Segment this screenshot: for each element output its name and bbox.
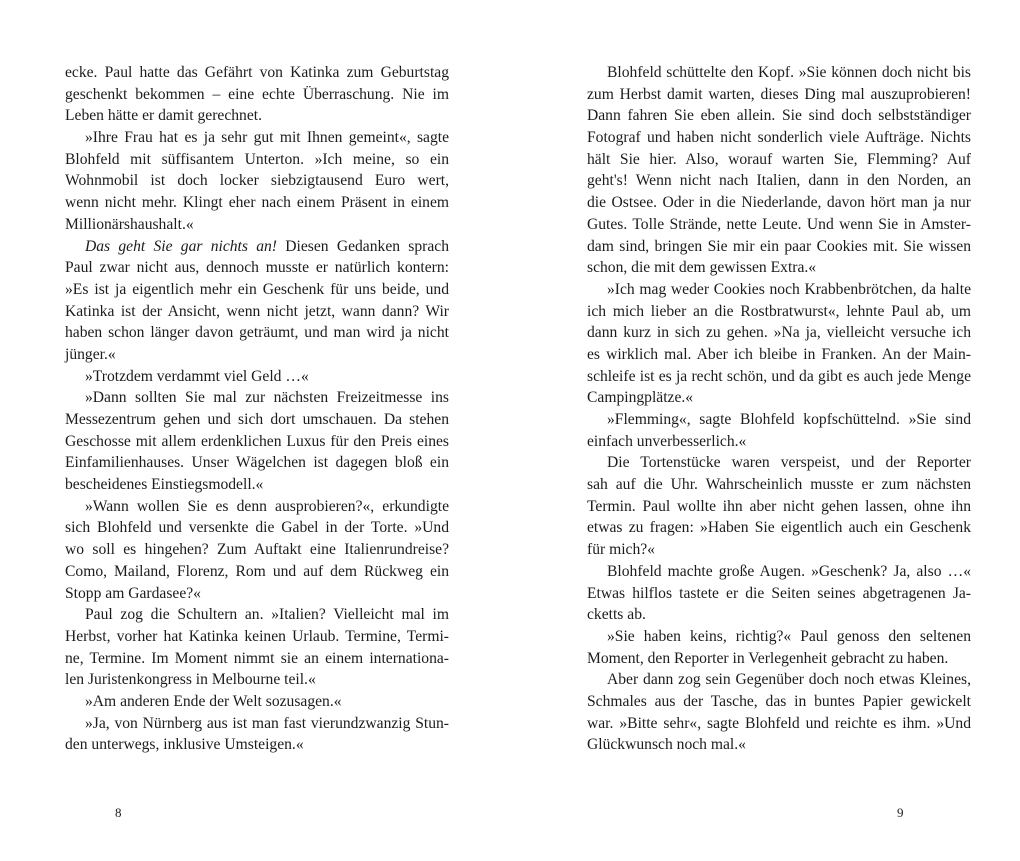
text-line: schleife ist es ja recht schön, und da gibt es auch jede Menge bbox=[587, 367, 971, 385]
page-number-left: 8 bbox=[115, 805, 122, 820]
italic-phrase: Das geht Sie gar nichts an! bbox=[85, 237, 278, 255]
text-line: den unterwegs, inklusive Umsteigen.« bbox=[65, 736, 304, 754]
text-line: ne, Termine. Im Moment nimmt sie an einem internationa- bbox=[65, 649, 449, 667]
text-line: sich Blohfeld und versenkte die Gabel in der Torte. »Und bbox=[65, 519, 449, 537]
text-line: wo soll es hingehen? Zum Auftakt eine Italienrundreise? bbox=[65, 541, 449, 559]
text-line: Einfamilienhauses. Unser Wägelchen ist dagegen bloß ein bbox=[65, 454, 449, 472]
text-line: »Es ist ja eigentlich mehr ein Geschenk für uns beide, und bbox=[65, 280, 449, 298]
text-line: »Ich mag weder Cookies noch Krabbenbrötchen, da halte bbox=[607, 280, 971, 298]
text-line: Millionärshaushalt.« bbox=[65, 215, 194, 233]
text-line: Blohfeld schüttelte den Kopf. »Sie können doch nicht bis bbox=[607, 64, 971, 81]
text-line: »Sie haben keins, richtig?« Paul genoss den seltenen bbox=[607, 627, 971, 645]
text-line: »Flemming«, sagte Blohfeld kopfschüttelnd. »Sie sind bbox=[607, 411, 971, 428]
text-line: ich mich lieber an die Rostbratwurst«, lehnte Paul ab, um bbox=[587, 302, 971, 320]
text-line: Die Tortenstücke waren verspeist, und der Reporter bbox=[607, 454, 971, 472]
text-line: zum Herbst damit warten, dieses Ding mal auszuprobieren! bbox=[587, 85, 971, 103]
text-line: »Trotzdem verdammt viel Geld …« bbox=[85, 367, 309, 385]
text-line: Glückwunsch noch mal.« bbox=[587, 736, 746, 754]
text-line: »Ihre Frau hat es ja sehr gut mit Ihnen gemeint«, sagte bbox=[85, 129, 449, 147]
text-line: Schmales aus der Tasche, das in buntes Papier gewickelt bbox=[587, 692, 971, 710]
text-line: Etwas hilflos tastete er die Seiten seines abgetragenen Ja- bbox=[587, 584, 971, 602]
text-line: einfach unverbesserlich.« bbox=[587, 432, 747, 450]
text-line: geschenkt bekommen – eine echte Überraschung. Nie im bbox=[65, 85, 449, 103]
text-line: Gutes. Tolle Strände, nette Leute. Und wenn Sie in Amster- bbox=[587, 215, 971, 233]
line-text: Diesen Gedanken sprach bbox=[277, 237, 449, 255]
text-line: ecke. Paul hatte das Gefährt von Katinka zum Geburtstag bbox=[65, 64, 449, 81]
text-line: jünger.« bbox=[65, 345, 116, 363]
text-line: haben schon länger davon geträumt, und man wird ja nicht bbox=[65, 324, 449, 342]
text-line: etwas zu fragen: »Haben Sie eigentlich auch ein Geschenk bbox=[587, 519, 971, 537]
text-line: »Am anderen Ende der Welt sozusagen.« bbox=[85, 692, 342, 710]
text-line: Campingplätze.« bbox=[587, 389, 694, 407]
text-line: Paul zwar nicht aus, dennoch musste er natürlich kontern: bbox=[65, 259, 449, 277]
right-page bbox=[587, 62, 971, 756]
text-line: wenn nicht mehr. Klingt eher nach einem Präsent in einem bbox=[65, 194, 449, 212]
page-number-right: 9 bbox=[897, 805, 904, 820]
text-line: Blohfeld machte große Augen. »Geschenk? Ja, also …« bbox=[607, 562, 971, 580]
text-line: len Juristenkongress in Melbourne teil.« bbox=[65, 671, 316, 689]
text-line: die Ostsee. Oder in die Niederlande, davon hört man ja nur bbox=[587, 194, 971, 212]
text-line: dann kurz in sich zu gehen. »Na ja, vielleicht versuche ich bbox=[587, 324, 971, 342]
text-line: Geschosse mit allem erdenklichen Luxus für den Preis eines bbox=[65, 432, 449, 450]
text-line: Moment, den Reporter in Verlegenheit gebracht zu haben. bbox=[587, 649, 949, 667]
text-line: hält Sie hier. Also, worauf warten Sie, Flemming? Auf bbox=[587, 150, 971, 168]
left-page bbox=[65, 62, 449, 756]
text-line: Stopp am Gardasee?« bbox=[65, 584, 201, 602]
text-line: Como, Mailand, Florenz, Rom und auf dem Rückweg ein bbox=[65, 562, 449, 580]
text-line: Wohnmobil ist doch locker siebzigtausend Euro wert, bbox=[65, 172, 449, 190]
text-line: cketts ab. bbox=[587, 606, 646, 624]
text-line: Katinka ist der Ansicht, wenn nicht jetzt, wann dann? Wir bbox=[65, 302, 449, 320]
text-line: Aber dann zog sein Gegenüber doch noch etwas Kleines, bbox=[607, 671, 971, 689]
text-line: für mich?« bbox=[587, 541, 655, 559]
text-line: »Ja, von Nürnberg aus ist man fast vierundzwanzig Stun- bbox=[85, 714, 449, 732]
text-line: schon, die mit dem gewissen Extra.« bbox=[587, 259, 817, 277]
text-line: Fotograf und haben nicht sonderlich viele Aufträge. Nichts bbox=[587, 129, 971, 147]
text-line: dam sind, bringen Sie mir ein paar Cookies mit. Sie wissen bbox=[587, 237, 971, 255]
text-line: es wirklich mal. Aber ich bleibe in Franken. An der Main- bbox=[587, 345, 971, 363]
text-line bbox=[65, 236, 449, 258]
text-line: Leben hätte er damit gerechnet. bbox=[65, 107, 262, 125]
text-line: Herbst, vorher hat Katinka keinen Urlaub. Termine, Termi- bbox=[65, 627, 449, 645]
text-line: Paul zog die Schultern an. »Italien? Vielleicht mal im bbox=[85, 606, 449, 624]
text-line: war. »Bitte sehr«, sagte Blohfeld und reichte es ihm. »Und bbox=[587, 714, 971, 732]
text-line: geht's! Wenn nicht nach Italien, dann in den Norden, an bbox=[587, 172, 971, 190]
text-line: Blohfeld mit süffisantem Unterton. »Ich meine, so ein bbox=[65, 150, 449, 168]
text-line: bescheidenes Einstiegsmodell.« bbox=[65, 476, 264, 494]
text-line: Messezentrum gehen und sich dort umschauen. Da stehen bbox=[65, 411, 449, 428]
text-line: »Wann wollen Sie es denn ausprobieren?«, erkundigte bbox=[85, 497, 449, 515]
text-line: Dann fahren Sie eben allein. Sie sind doch selbstständiger bbox=[587, 107, 971, 125]
text-line: sah auf die Uhr. Wahrscheinlich musste er zum nächsten bbox=[587, 476, 971, 494]
text-line: Termin. Paul wollte ihn aber nicht gehen lassen, ohne ihn bbox=[587, 497, 971, 515]
text-line: »Dann sollten Sie mal zur nächsten Freizeitmesse ins bbox=[85, 389, 449, 407]
